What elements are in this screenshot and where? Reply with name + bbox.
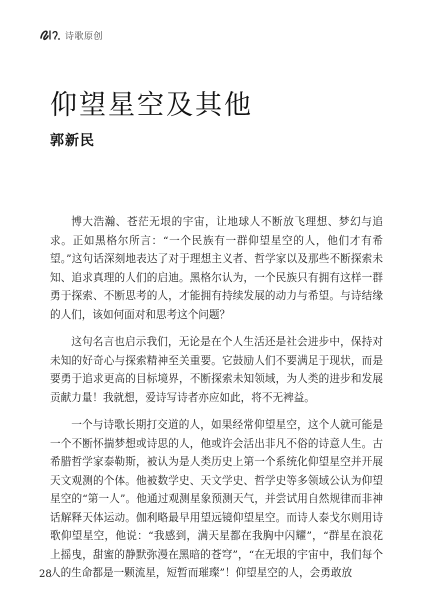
body-paragraph: 这句名言也启示我们，无论是在个人生活还是社会进步中，保持对未知的好奇心与探索精神至关重要。它鼓励人们不要满足于现状，而是要勇于追求更高的目标境界，不断探索未知领域，为人类的进步和发展贡献力量！我就想，爱诗写诗者亦应如此，将不无裨益。	[50, 336, 383, 404]
section-label: 诗歌原创	[65, 31, 104, 42]
article-author: 郭新民	[50, 133, 95, 149]
body-paragraph: 博大浩瀚、苍茫无垠的宇宙，让地球人不断放飞理想、梦幻与追求。正如黑格尔所言：“一个民族有一群仰望星空的人，他们才有希望。”这句话深刻地表达了对于理想主义者、哲学家以及那些不断探索未知、追求真理的人们的启迪。黑格尔认为，一个民族只有拥有这样一群勇于探索、不断思考的人，才能拥有持续发展的动力与希望。与诗结缘的人们，该如何面对和思考这个问题？	[50, 216, 383, 321]
page-number: 28	[39, 569, 52, 580]
calligraphy-logo-icon	[38, 28, 62, 42]
article-title: 仰望星空及其他	[50, 90, 253, 121]
page-header	[38, 27, 103, 43]
body-paragraph: 一个与诗歌长期打交道的人，如果经常仰望星空，这个人就可能是一个不断怀揣梦想或诗思的人，他或许会活出非凡不俗的诗意人生。古希腊哲学家泰勒斯，被认为是人类历史上第一个系统化仰望星空并开展天文观测的个体。他被数学史、天文学史、哲学史等多领域公认为仰望星空的“第一人”。他通过观测星象预测天气，并尝试用自然规律而非神话解释天体运动。伽利略最早用望远镜仰望星空。而诗人泰戈尔则用诗歌仰望星空，他说：“我感到，满天星都在我胸中闪耀”，“群星在浪花上摇曳，甜蜜的静默弥漫在黑暗的苍穹”，“在无垠的宇宙中，我们每个人的生命都是一颗流星，短暂而璀璨”！仰望星空的人，会勇敢放	[50, 419, 383, 579]
article-body	[50, 213, 383, 592]
